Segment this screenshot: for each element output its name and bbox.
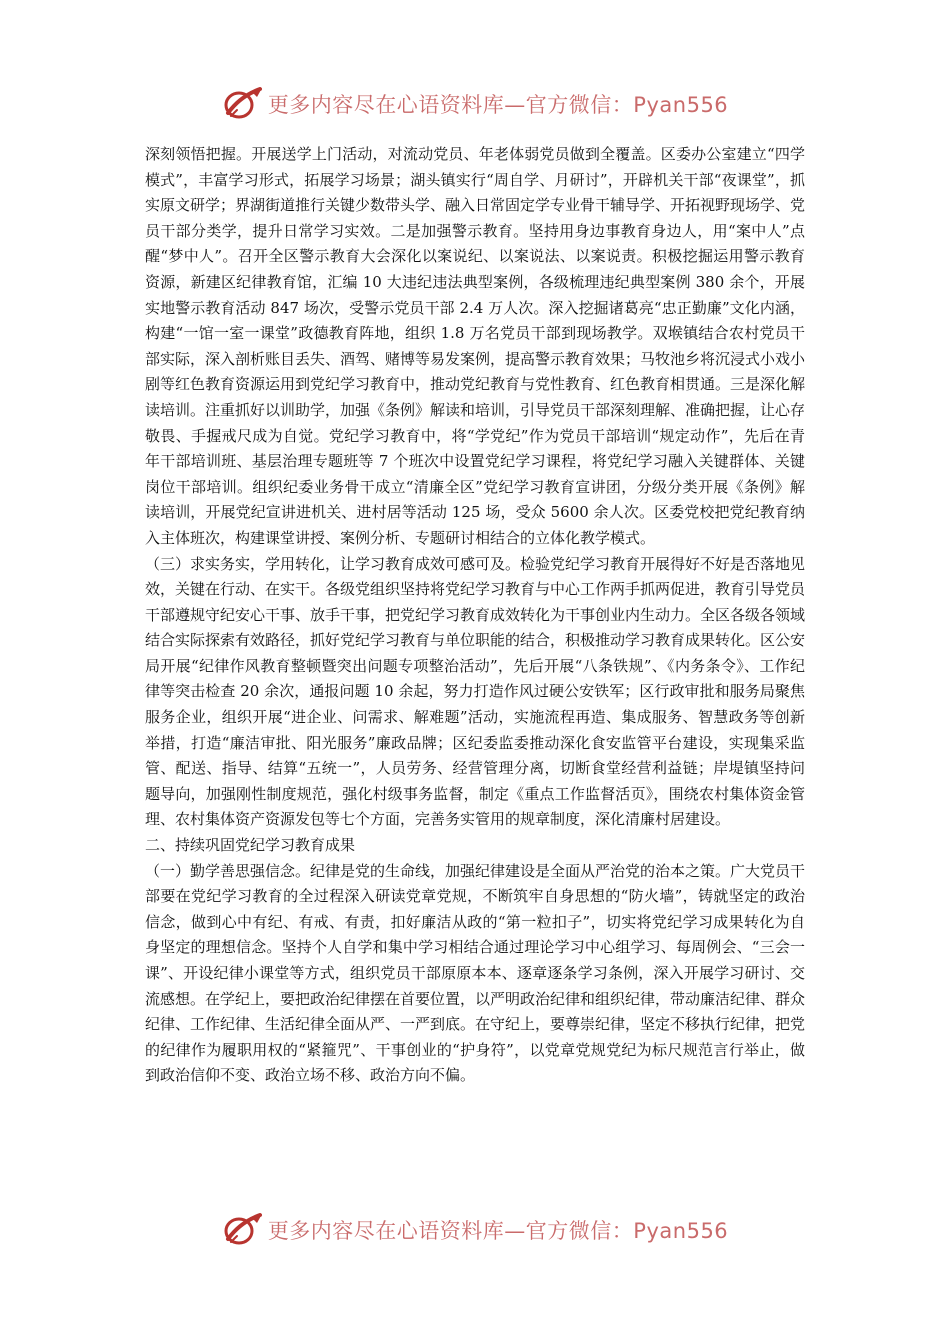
section-heading: 二、持续巩固党纪学习教育成果 (145, 836, 356, 855)
footer-banner-text: 更多内容尽在心语资料库—官方微信：Pyan556 (267, 1219, 729, 1243)
footer-banner (0, 1208, 950, 1252)
body-paragraph-3: （一）勤学善思强信念。纪律是党的生命线，加强纪律建设是全面从严治党的治本之策。广大党员干部要在党纪学习教育的全过程深入研读党章党规，不断筑牢自身思想的“防火墙”，铸就坚定的政治信念，做到心中有纪、有戒、有责，扣好廉洁从政的“第一粒扣子”，切实将党纪学习成果转化为自身坚定的理想信念。坚持个人自学和集中学习相结合通过理论学习中心组学习、每周例会、“三会一课”、开设纪律小课堂等方式，组织党员干部原原本本、逐章逐条学习条例，深入开展学习研讨、交流感想。在学纪上，要把政治纪律摆在首要位置，以严明政治纪律和组织纪律，带动廉洁纪律、群众纪律、工作纪律、生活纪律全面从严、一严到底。在守纪上，要尊崇纪律，坚定不移执行纪律，把党的纪律作为履职用权的“紧箍咒”、干事创业的“护身符”，以党章党规党纪为标尺规范言行举止，做到政治信仰不变、政治立场不移、政治方向不偏。 (145, 861, 806, 1085)
pen-circle-icon (222, 1212, 264, 1248)
document-body (145, 142, 805, 1089)
header-banner-text: 更多内容尽在心语资料库—官方微信：Pyan556 (267, 93, 729, 117)
pen-circle-icon (222, 86, 264, 122)
body-paragraph-1: 深刻领悟把握。开展送学上门活动，对流动党员、年老体弱党员做到全覆盖。区委办公室建立“四学模式”，丰富学习形式，拓展学习场景；湖头镇实行“周自学、月研讨”，开辟机关干部“夜课堂”，抓实原文研学；界湖街道推行关键少数带头学、融入日常固定学专业骨干辅导学、开拓视野现场学、党员干部分类学，提升日常学习实效。二是加强警示教育。坚持用身边事教育身边人，用“案中人”点醒“梦中人”。召开全区警示教育大会深化以案说纪、以案说法、以案说责。积极挖掘运用警示教育资源，新建区纪律教育馆，汇编 10 大违纪违法典型案例，各级梳理违纪典型案例 380 余个，开展实地警示教育活动 847 场次，受警示党员干部 2.4 万人次。深入挖掘诸葛亮“忠正勤廉”文化内涵，构建“一馆一室一课堂”政德教育阵地，组织 1.8 万名党员干部到现场教学。双堠镇结合农村党员干部实际，深入剖析账目丢失、酒驾、赌博等易发案例，提高警示教育效果；马牧池乡将沉浸式小戏小剧等红色教育资源运用到党纪学习教育中，推动党纪教育与党性教育、红色教育相贯通。三是深化解读培训。注重抓好以训助学，加强《条例》解读和培训，引导党员干部深刻理解、准确把握，让心存敬畏、手握戒尺成为自觉。党纪学习教育中，将“学党纪”作为党员干部培训“规定动作”，先后在青年干部培训班、基层治理专题班等 7 个班次中设置党纪学习课程，将党纪学习融入关键群体、关键岗位干部培训。组织纪委业务骨干成立“清廉全区”党纪学习教育宣讲团，分级分类开展《条例》解读培训，开展党纪宣讲进机关、进村居等活动 125 场，受众 5600 余人次。区委党校把党纪教育纳入主体班次，构建课堂讲授、案例分析、专题研讨相结合的立体化教学模式。 (145, 145, 806, 547)
body-paragraph-2: （三）求实务实，学用转化，让学习教育成效可感可及。检验党纪学习教育开展得好不好是否落地见效，关键在行动、在实干。各级党组织坚持将党纪学习教育与中心工作两手抓两促进，教育引导党员干部遵规守纪安心干事、放手干事，把党纪学习教育成效转化为干事创业内生动力。全区各级各领域结合实际探索有效路径，抓好党纪学习教育与单位职能的结合，积极推动学习教育成果转化。区公安局开展“纪律作风教育整顿暨突出问题专项整治活动”，先后开展“八条铁规”、《内务条令》、工作纪律等突击检查 20 余次，通报问题 10 余起，努力打造作风过硬公安铁军；区行政审批和服务局聚焦服务企业，组织开展“进企业、问需求、解难题”活动，实施流程再造、集成服务、智慧政务等创新举措，打造“廉洁审批、阳光服务”廉政品牌；区纪委监委推动深化食安监管平台建设，实现集采监管、配送、指导、结算“五统一”，人员劳务、经营管理分离，切断食堂经营利益链；岸堤镇坚持问题导向，加强刚性制度规范，强化村级事务监督，制定《重点工作监督活页》，围绕农村集体资金管理、农村集体资产资源发包等七个方面，完善务实管用的规章制度，深化清廉村居建设。 (145, 554, 806, 829)
header-banner (0, 82, 950, 126)
